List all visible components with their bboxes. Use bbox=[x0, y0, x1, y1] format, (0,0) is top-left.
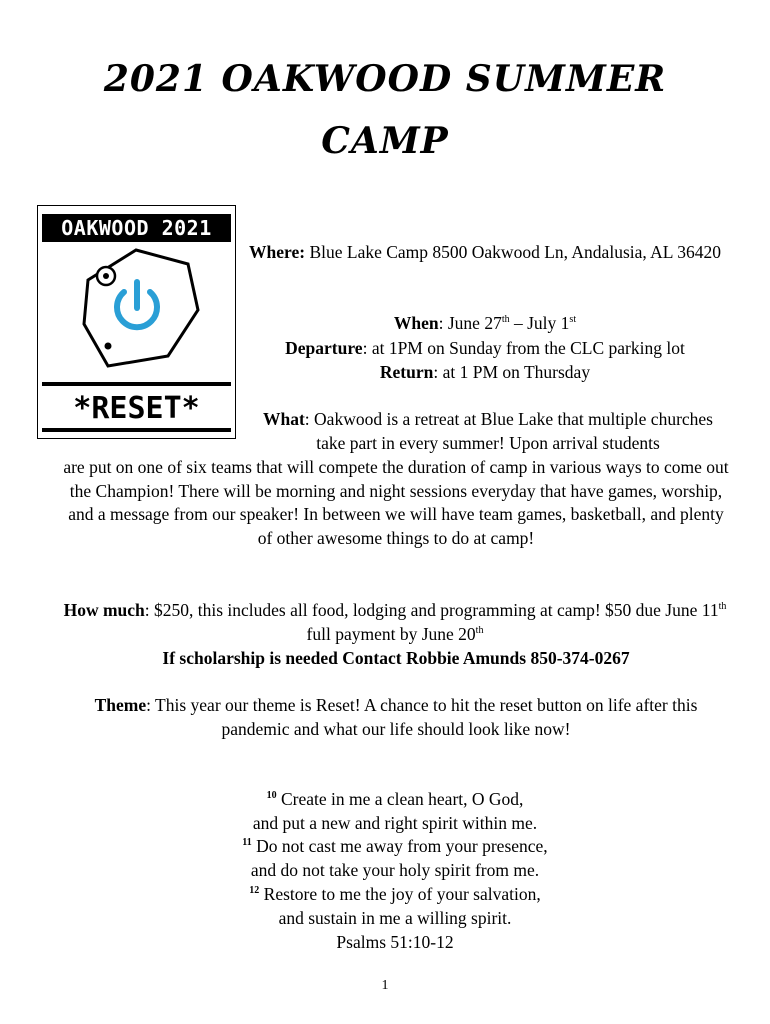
what-paragraph-upper: What: Oakwood is a retreat at Blue Lake that multiple churches take part in every summer! Upon arrival students bbox=[262, 409, 713, 453]
how-much-paragraph: How much: $250, this includes all food, lodging and programming at camp! $50 due June 11th full payment by June 20th bbox=[63, 600, 727, 644]
verse-11: $^{11}$ Do not cast me away from your presence, and do not take your holy spirit from me. bbox=[242, 836, 548, 880]
page-title: 2021 OAKWOOD SUMMER CAMP bbox=[103, 58, 667, 162]
where-text: Blue Lake Camp 8500 Oakwood Ln, Andalusia, AL 36420 bbox=[305, 242, 721, 262]
verse-number: 11 bbox=[242, 837, 252, 849]
logo-dot bbox=[105, 343, 112, 350]
camp-logo bbox=[37, 205, 236, 439]
when-line: When: June 27th – July 1st bbox=[393, 313, 577, 333]
verse-number: 12 bbox=[249, 885, 260, 897]
where-paragraph bbox=[245, 241, 725, 265]
return-label: Return bbox=[379, 362, 434, 382]
theme-label: Theme bbox=[94, 695, 147, 715]
theme-paragraph: Theme: This year our theme is Reset! A chance to hit the reset button on life after this pandemic and what our life should look like now! bbox=[94, 695, 698, 739]
verse-12: $^{12}$ Restore to me the joy of your salvation, and sustain in me a willing spirit. bbox=[249, 884, 541, 928]
verse-number: 10 bbox=[266, 790, 277, 802]
how-much-label: How much bbox=[63, 600, 145, 620]
logo-reset-text: *RESET* bbox=[73, 391, 200, 426]
reset-logo-graphic bbox=[38, 206, 235, 438]
what-label: What bbox=[262, 409, 305, 429]
where-label: Where: bbox=[249, 242, 306, 262]
departure-label: Departure bbox=[285, 338, 363, 358]
return-line: Return: at 1 PM on Thursday bbox=[379, 362, 591, 382]
page-number: 1 bbox=[381, 978, 389, 993]
departure-line: Departure: at 1PM on Sunday from the CLC parking lot bbox=[285, 338, 685, 358]
logo-banner-text: OAKWOOD 2021 bbox=[61, 216, 212, 240]
verse-10: $^{10}$ Create in me a clean heart, O God, and put a new and right spirit within me. bbox=[252, 789, 538, 833]
scripture-reference: Psalms 51:10-12 bbox=[336, 932, 454, 952]
scholarship-line: If scholarship is needed Contact Robbie Amunds 850-374-0267 bbox=[162, 648, 630, 668]
when-label: When bbox=[393, 313, 439, 333]
what-paragraph-full: are put on one of six teams that will compete the duration of camp in various ways to come out the Champion! There will be morning and night sessions everyday that have games, worship, and a message from our speaker! In between we will have team games, basketball, and plenty of other awesome things to do at camp! bbox=[63, 457, 729, 548]
